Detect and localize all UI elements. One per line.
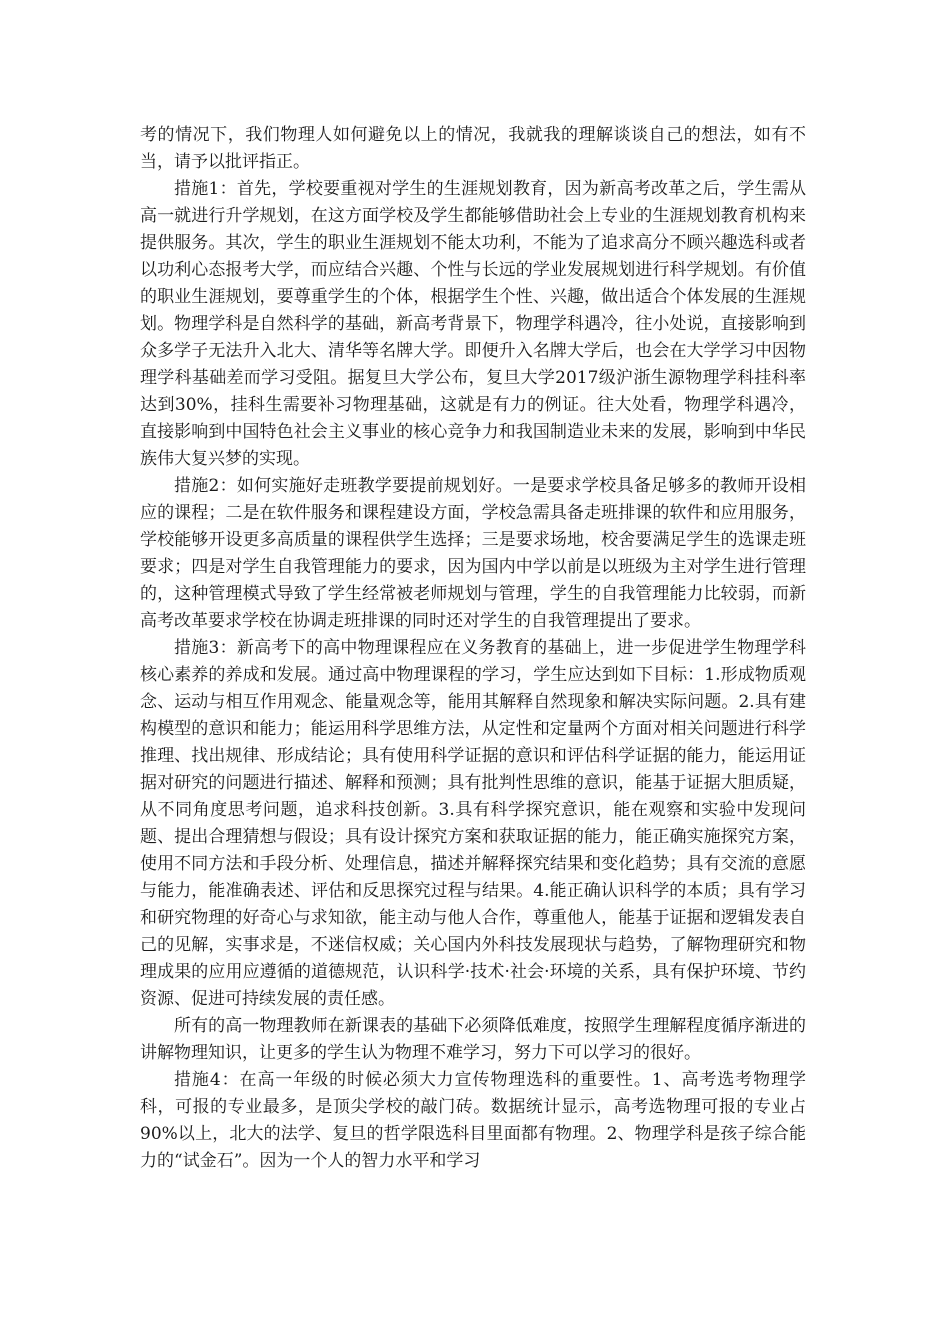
paragraph-measure-4: 措施4：在高一年级的时候必须大力宣传物理选科的重要性。1、高考选考物理学科，可报的专业最多，是顶尖学校的敲门砖。数据统计显示，高考选物理可报的专业占90%以上，北大的法学、复旦的哲学限选科目里面都有物理。2、物理学科是孩子综合能力的“试金石”。因为一个人的智力水平和学习 [140, 1070, 806, 1171]
paragraph-intro-continuation: 考的情况下，我们物理人如何避免以上的情况，我就我的理解谈谈自己的想法，如有不当，请予以批评指正。 [140, 125, 806, 172]
document-body [140, 122, 806, 1175]
paragraph-measure-3: 措施3：新高考下的高中物理课程应在义务教育的基础上，进一步促进学生物理学科核心素养的养成和发展。通过高中物理课程的学习，学生应达到如下目标：1.形成物质观念、运动与相互作用观念、能量观念等，能用其解释自然现象和解决实际问题。2.具有建构模型的意识和能力；能运用科学思维方法，从定性和定量两个方面对相关问题进行科学推理、找出规律、形成结论；具有使用科学证据的意识和评估科学证据的能力，能运用证据对研究的问题进行描述、解释和预测；具有批判性思维的意识，能基于证据大胆质疑，从不同角度思考问题，追求科技创新。3.具有科学探究意识，能在观察和实验中发现问题、提出合理猜想与假设；具有设计探究方案和获取证据的能力，能正确实施探究方案，使用不同方法和手段分析、处理信息，描述并解释探究结果和变化趋势；具有交流的意愿与能力，能准确表述、评估和反思探究过程与结果。4.能正确认识科学的本质；具有学习和研究物理的好奇心与求知欲，能主动与他人合作，尊重他人，能基于证据和逻辑发表自己的见解，实事求是，不迷信权威；关心国内外科技发展现状与趋势，了解物理研究和物理成果的应用应遵循的道德规范，认识科学·技术·社会·环境的关系，具有保护环境、节约资源、促进可持续发展的责任感。 [140, 638, 806, 1009]
paragraph-measure-2: 措施2：如何实施好走班教学要提前规划好。一是要求学校具备足够多的教师开设相应的课程；二是在软件服务和课程建设方面，学校急需具备走班排课的软件和应用服务，学校能够开设更多高质量的课程供学生选择；三是要求场地，校舍要满足学生的选课走班要求；四是对学生自我管理能力的要求，因为国内中学以前是以班级为主对学生进行管理的，这种管理模式导致了学生经常被老师规划与管理，学生的自我管理能力比较弱，而新高考改革要求学校在协调走班排课的同时还对学生的自我管理提出了要求。 [140, 476, 806, 631]
paragraph-measure-1: 措施1：首先，学校要重视对学生的生涯规划教育，因为新高考改革之后，学生需从高一就进行升学规划，在这方面学校及学生都能够借助社会上专业的生涯规划教育机构来提供服务。其次，学生的职业生涯规划不能太功利，不能为了追求高分不顾兴趣选科或者以功利心态报考大学，而应结合兴趣、个性与长远的学业发展规划进行科学规划。有价值的职业生涯规划，要尊重学生的个体，根据学生个性、兴趣，做出适合个体发展的生涯规划。物理学科是自然科学的基础，新高考背景下，物理学科遇冷，往小处说，直接影响到众多学子无法升入北大、清华等名牌大学。即便升入名牌大学后，也会在大学学习中因物理学科基础差而学习受阻。据复旦大学公布，复旦大学2017级沪浙生源物理学科挂科率达到30%，挂科生需要补习物理基础，这就是有力的例证。往大处看，物理学科遇冷，直接影响到中国特色社会主义事业的核心竞争力和我国制造业未来的发展，影响到中华民族伟大复兴梦的实现。 [140, 179, 806, 469]
paragraph-teacher-note: 所有的高一物理教师在新课表的基础下必须降低难度，按照学生理解程度循序渐进的讲解物理知识，让更多的学生认为物理不难学习，努力下可以学习的很好。 [140, 1016, 806, 1063]
